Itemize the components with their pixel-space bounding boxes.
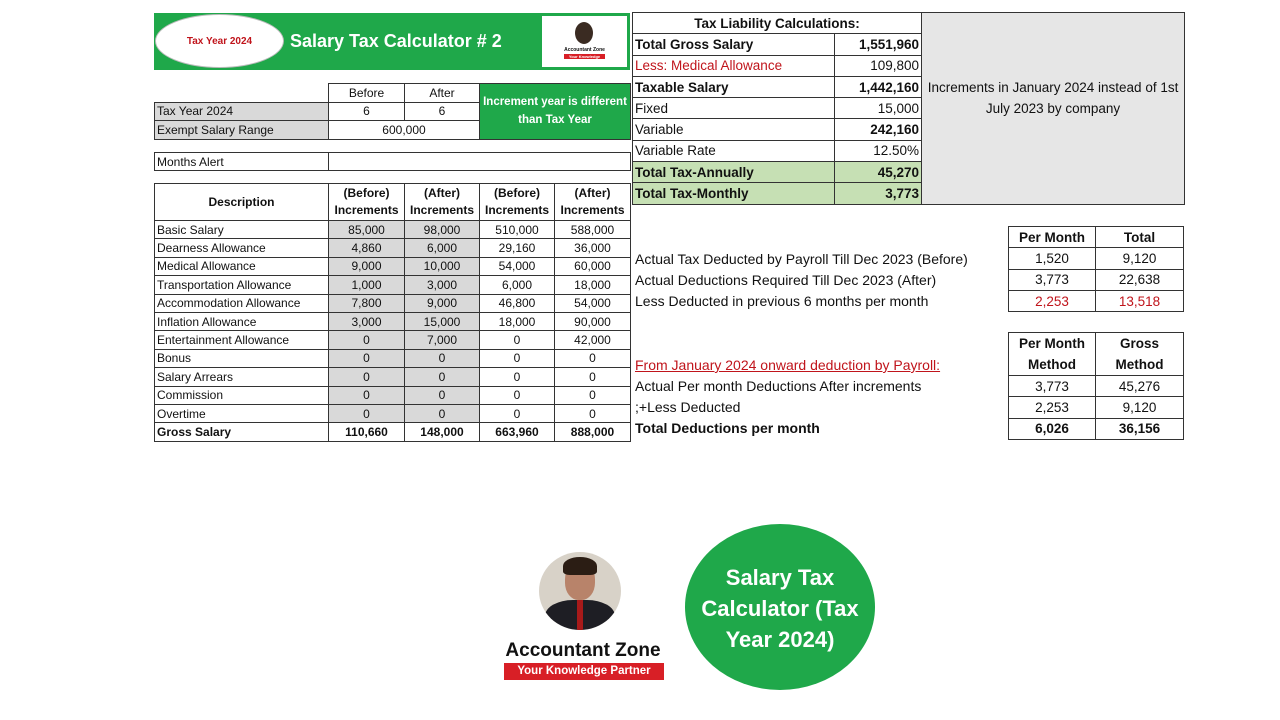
component-amount[interactable]: 3,000 <box>329 312 405 330</box>
component-amount[interactable]: 588,000 <box>555 221 631 239</box>
component-amount[interactable]: 0 <box>329 404 405 422</box>
gross-method-header: Gross Method <box>1096 333 1184 376</box>
component-amount[interactable]: 0 <box>329 386 405 404</box>
column-header: (Before) Increments <box>329 184 405 221</box>
column-header: (After) Increments <box>555 184 631 221</box>
less-deducted-line: ;+Less Deducted <box>635 399 741 415</box>
component-amount[interactable]: 9,000 <box>405 294 480 312</box>
component-label: Basic Salary <box>155 221 329 239</box>
component-amount[interactable]: 0 <box>480 404 555 422</box>
component-amount[interactable]: 1,000 <box>329 276 405 294</box>
variable-rate-label: Variable Rate <box>633 140 835 161</box>
component-label: Commission <box>155 386 329 404</box>
table-row <box>155 312 631 330</box>
component-label: Dearness Allowance <box>155 239 329 257</box>
component-amount[interactable]: 7,800 <box>329 294 405 312</box>
deductions-summary-table <box>1008 226 1184 312</box>
gross-salary-label: Gross Salary <box>155 423 329 441</box>
brand-name: Accountant Zone <box>505 640 661 661</box>
gross-salary-cell: 888,000 <box>555 423 631 441</box>
brand-tagline: Your Knowledge Partner <box>504 663 664 680</box>
component-amount[interactable]: 3,000 <box>405 276 480 294</box>
table-row <box>155 257 631 275</box>
component-amount[interactable]: 42,000 <box>555 331 631 349</box>
table-cell: 6,026 <box>1009 418 1096 439</box>
component-amount[interactable]: 0 <box>480 368 555 386</box>
component-label: Transportation Allowance <box>155 276 329 294</box>
component-amount[interactable]: 0 <box>405 368 480 386</box>
table-cell: 3,773 <box>1009 376 1096 397</box>
table-cell: 2,253 <box>1009 397 1096 418</box>
tax-year-label: Tax Year 2024 <box>155 102 329 121</box>
medical-allowance-label: Less: Medical Allowance <box>633 55 835 76</box>
tax-liability-table <box>632 12 1185 205</box>
tax-year-before[interactable]: 6 <box>329 102 405 121</box>
table-cell: 3,773 <box>1009 269 1096 290</box>
months-alert-value[interactable] <box>329 153 631 171</box>
component-amount[interactable]: 0 <box>405 386 480 404</box>
component-amount[interactable]: 10,000 <box>405 257 480 275</box>
table-row <box>155 331 631 349</box>
table-row <box>155 276 631 294</box>
component-amount[interactable]: 4,860 <box>329 239 405 257</box>
column-header: (Before) Increments <box>480 184 555 221</box>
component-amount[interactable]: 29,160 <box>480 239 555 257</box>
accountant-avatar <box>539 552 621 630</box>
table-row <box>155 404 631 422</box>
medical-allowance-value: 109,800 <box>835 55 922 76</box>
component-amount[interactable]: 54,000 <box>480 257 555 275</box>
component-amount[interactable]: 36,000 <box>555 239 631 257</box>
component-amount[interactable]: 0 <box>555 349 631 367</box>
component-label: Overtime <box>155 404 329 422</box>
total-deductions-line: Total Deductions per month <box>635 420 820 436</box>
increment-timing-note: Increments in January 2024 instead of 1st July 2023 by company <box>922 13 1185 205</box>
table-row <box>155 239 631 257</box>
fixed-label: Fixed <box>633 98 835 119</box>
column-header: (After) Increments <box>405 184 480 221</box>
component-amount[interactable]: 0 <box>480 349 555 367</box>
component-amount[interactable]: 0 <box>405 404 480 422</box>
component-amount[interactable]: 6,000 <box>480 276 555 294</box>
component-amount[interactable]: 46,800 <box>480 294 555 312</box>
table-cell: 22,638 <box>1096 269 1184 290</box>
tax-liability-title: Tax Liability Calculations: <box>633 13 922 34</box>
actual-per-month-line: Actual Per month Deductions After increments <box>635 378 922 394</box>
table-cell: 13,518 <box>1096 290 1184 311</box>
component-amount[interactable]: 0 <box>480 331 555 349</box>
required-after-line: Actual Deductions Required Till Dec 2023 (After) <box>635 272 937 288</box>
calculator-banner <box>154 13 630 70</box>
component-amount[interactable]: 0 <box>555 386 631 404</box>
component-label: Salary Arrears <box>155 368 329 386</box>
column-header: Description <box>155 184 329 221</box>
table-cell: 36,156 <box>1096 418 1184 439</box>
gross-salary-cell: 663,960 <box>480 423 555 441</box>
variable-value: 242,160 <box>835 119 922 140</box>
table-cell: 1,520 <box>1009 248 1096 269</box>
months-alert-label: Months Alert <box>155 153 329 171</box>
tax-monthly-label: Total Tax-Monthly <box>633 183 835 204</box>
total-header: Total <box>1096 227 1184 248</box>
component-amount[interactable]: 510,000 <box>480 221 555 239</box>
gross-salary-cell: 148,000 <box>405 423 480 441</box>
salary-components-table <box>154 183 631 442</box>
taxable-salary-value: 1,442,160 <box>835 76 922 97</box>
logo-portrait-icon <box>575 22 593 44</box>
component-amount[interactable]: 9,000 <box>329 257 405 275</box>
exempt-salary-value[interactable]: 600,000 <box>329 121 480 140</box>
component-amount[interactable]: 18,000 <box>480 312 555 330</box>
component-label: Inflation Allowance <box>155 312 329 330</box>
table-row <box>155 386 631 404</box>
table-cell: 45,276 <box>1096 376 1184 397</box>
total-gross-value: 1,551,960 <box>835 34 922 55</box>
component-label: Entertainment Allowance <box>155 331 329 349</box>
deducted-before-line: Actual Tax Deducted by Payroll Till Dec 2023 (Before) <box>635 251 968 267</box>
component-amount[interactable]: 85,000 <box>329 221 405 239</box>
component-amount[interactable]: 0 <box>480 386 555 404</box>
table-cell: 2,253 <box>1009 290 1096 311</box>
table-row <box>155 368 631 386</box>
badge-text: Salary Tax Calculator (Tax Year 2024) <box>701 564 859 652</box>
fixed-value: 15,000 <box>835 98 922 119</box>
table-row <box>155 349 631 367</box>
less-deducted-line: Less Deducted in previous 6 months per month <box>635 293 929 309</box>
component-amount[interactable]: 7,000 <box>405 331 480 349</box>
variable-rate-value: 12.50% <box>835 140 922 161</box>
component-amount[interactable]: 6,000 <box>405 239 480 257</box>
taxable-salary-label: Taxable Salary <box>633 76 835 97</box>
logo-tagline: Your Knowledge Partner <box>564 54 605 59</box>
table-row <box>155 221 631 239</box>
component-label: Accommodation Allowance <box>155 294 329 312</box>
per-month-method-header: Per Month Method <box>1009 333 1096 376</box>
component-amount[interactable]: 0 <box>329 349 405 367</box>
months-alert-table <box>154 152 631 171</box>
component-amount[interactable]: 18,000 <box>555 276 631 294</box>
calculator-title: Salary Tax Calculator # 2 <box>290 31 502 51</box>
component-amount[interactable]: 0 <box>555 404 631 422</box>
total-gross-label: Total Gross Salary <box>633 34 835 55</box>
component-amount[interactable]: 15,000 <box>405 312 480 330</box>
component-amount[interactable]: 60,000 <box>555 257 631 275</box>
component-label: Bonus <box>155 349 329 367</box>
tax-monthly-value: 3,773 <box>835 183 922 204</box>
per-month-header: Per Month <box>1009 227 1096 248</box>
component-amount[interactable]: 98,000 <box>405 221 480 239</box>
component-amount[interactable]: 0 <box>405 349 480 367</box>
tax-annually-value: 45,270 <box>835 162 922 183</box>
onward-heading: From January 2024 onward deduction by Payroll: <box>635 357 941 373</box>
tax-year-badge-label: Tax Year 2024 <box>186 35 253 47</box>
gross-salary-cell: 110,660 <box>329 423 405 441</box>
tax-year-after[interactable]: 6 <box>405 102 480 121</box>
tax-year-badge <box>155 14 284 68</box>
component-amount[interactable]: 0 <box>329 368 405 386</box>
exempt-salary-label: Exempt Salary Range <box>155 121 329 140</box>
table-cell: 9,120 <box>1096 248 1184 269</box>
tax-year-info-table <box>154 83 631 140</box>
tax-annually-label: Total Tax-Annually <box>633 162 835 183</box>
after-header: After <box>405 84 480 103</box>
component-amount[interactable]: 90,000 <box>555 312 631 330</box>
salary-tax-calculator-badge <box>685 524 875 690</box>
increment-note: Increment year is different than Tax Year <box>480 84 631 140</box>
logo-name: Accountant Zone <box>564 47 605 53</box>
onward-deductions-table <box>1008 332 1184 440</box>
component-amount[interactable]: 0 <box>329 331 405 349</box>
component-label: Medical Allowance <box>155 257 329 275</box>
table-row <box>155 294 631 312</box>
component-amount[interactable]: 54,000 <box>555 294 631 312</box>
component-amount[interactable]: 0 <box>555 368 631 386</box>
variable-label: Variable <box>633 119 835 140</box>
table-cell: 9,120 <box>1096 397 1184 418</box>
banner-logo <box>542 16 627 67</box>
before-header: Before <box>329 84 405 103</box>
